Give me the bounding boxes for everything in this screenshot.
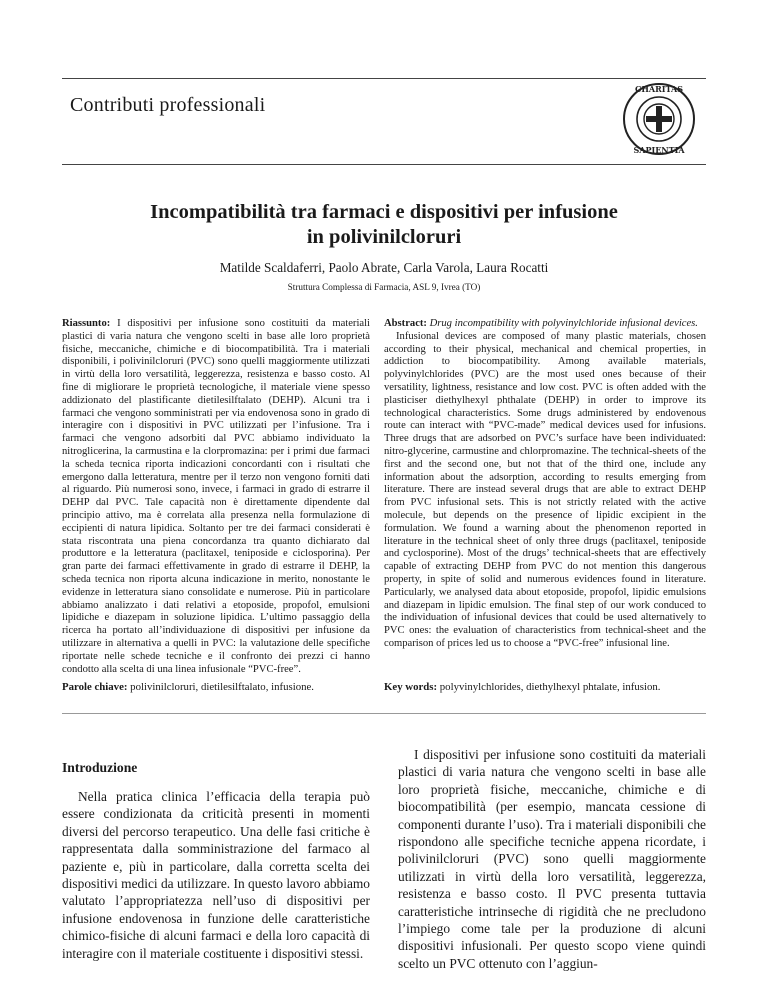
keywords-english: [384, 681, 660, 693]
authors: Matilde Scaldaferri, Paolo Abrate, Carla Varola, Laura Rocatti: [219, 260, 549, 275]
abstract-en-label: Abstract:: [384, 318, 427, 329]
abstract-english: [384, 318, 706, 651]
abstract-it-label: Riassunto:: [62, 318, 111, 329]
section-title: Contributi professionali: [70, 94, 266, 116]
title-line-1: Incompatibilità tra farmaci e dispositivi per infusione: [150, 201, 618, 223]
affiliation: Struttura Complessa di Farmacia, ASL 9, Ivrea (TO): [287, 282, 481, 292]
svg-text:SAPIENTIA: SAPIENTIA: [633, 145, 685, 155]
title-line-2: in polivinilcloruri: [306, 226, 462, 248]
keywords-it-text: polivinilcloruri, dietilesilftalato, infusione.: [130, 681, 314, 693]
intro-paragraph-1: Nella pratica clinica l’efficacia della terapia può essere condizionata da criticità presenti in momenti diversi del percorso terapeutico. Una delle fasi critiche è rappresentata dalla somministrazione del farmaco al paziente e, più in particolare, dalla corretta scelta dei dispositivi medici da utilizzare. In questo lavoro abbiamo valutato l’appropriatezza nell’uso di dispositivi per infusione endovenosa in funzione delle caratteristiche chimico-fisiche di alcuni farmaci e della loro capacità di interagire con il materiale costituente i dispositivi stessi.: [62, 789, 370, 961]
abstract-it-text: I dispositivi per infusione sono costituiti da materiali plastici di varia natura che vengono scelti in base alle loro proprietà fisiche, meccaniche, chimiche e di biocompatibilità. Tra i materiali disponibili, i polivinilcloruri (PVC) sono quelli maggiormente utilizzati in virtù della loro versatilità, leggerezza, resistenza e basso costo. Al fine di migliorare le proprietà tecnologiche, il materiale viene spesso addizionato del plastificante dietilesilftalato (DEHP). Alcuni tra i farmaci che vengono somministrati per via endovenosa sono in grado di interagire con i dispositivi in PVC utilizzati per l’infusione. Tra i farmaci che vengono adsorbiti dal PVC abbiamo individuato la nitroglicerina, la carmustina e la clorpromazina: per i primi due farmaci la scheda tecnica riporta indicazioni concordanti con i risultati che emergono dalla letteratura, mentre per il terzo non vengono forniti dati al riguardo. Più numerosi sono, invece, i farmaci in grado di estrarre il DEHP dal PVC. Tale capacità non è direttamente dipendente dal principio attivo, ma è correlata alla presenza nella formulazione di eccipienti di natura lipidica. Soltanto per tre dei farmaci considerati è stata riscontrata una piena concordanza tra quanto dichiarato dal produttore e la letteratura (paclitaxel, teniposide e ciclosporina). Per gran parte dei farmaci effettivamente in grado di estrarre il DEHP, la scheda tecnica non riporta alcuna indicazione in merito, nonostante le evidenze in letteratura siano consolidate e numerose. Più in particolare abbiamo analizzato i dati relativi a etoposide, propofol, emulsioni lipidiche e diazepam in soluzione lipidica. L’ultimo passaggio della ricerca ha portato all’individuazione di dispositivi per infusione da utilizzare in alternativa a quelli in PVC: la valutazione delle specifiche riportate nelle schede tecniche e il confronto dei prezzi ci hanno condotto alla scelta di una linea infusionale “PVC-free”.: [62, 318, 370, 675]
svg-text:CHARITAS: CHARITAS: [634, 84, 684, 94]
header-rule-top: [62, 78, 706, 79]
article-title: [62, 200, 706, 250]
header-rule-bottom: [62, 164, 706, 165]
keywords-en-label: Key words:: [384, 681, 438, 693]
body-column-left: [62, 788, 370, 962]
intro-heading: Introduzione: [62, 760, 138, 775]
keywords-italian: [62, 681, 314, 693]
abstract-en-text: Infusional devices are composed of many plastic materials, chosen according to their physical, mechanical and chemical properties, in addiction to biocompatibility. Among available materials, polyvinylchlorides (PVC) are the most used ones because of their versatility, lightness, resistance and low cost. PVC is often added with the plasticiser diethylhexyl phthalate (DEHP) in order to improve its technological characteristics. Some drugs administered by endovenous route can interact with “PVC-made” medical devices used for infusions. Three drugs that are adsorbed on PVC’s surface have been individuated: nitro-glycerine, carmustine and chlorpromazine. The technical-sheets of the first and the second one, but not that of the third one, include any information about the adsorption, according to results emerging from literature. There are instead several drugs that are able to extract DEHP from PVC infusional sets. This is not strictly related with the active molecule, but depends on the presence of lipidic excipient in the formulation. We found a warning about the phenomenon reported in literature in the technical sheet of only three drugs (paclitaxel, teniposide and cyclosporine). Most of the drugs’ technical-sheets that are effectively capable of extracting DEHP from PVC do not mention this dangerous property, in spite of solid and numerous evidences found in literature. Particularly, we analysed data about etoposide, propofol, lipidic emulsions and diazepam in lipidic emulsion. The final step of our work conduced to the individuation of infusional devices that could be used alternatively to PVC ones: the evaluation of characteristics from technical-sheet and the comparison of prices led us to choose a “PVC-free” infusional line.: [384, 330, 706, 649]
intro-paragraph-2: I dispositivi per infusione sono costituiti da materiali plastici di varia natura che vengono scelti in base alle loro proprietà fisiche, meccaniche, chimiche e di biocompatibilità (per esempio, mancata cessione di componenti durante l’uso). Tra i materiali disponibili che rispondono alle specifiche tecniche appena ricordate, i polivinilcloruri (PVC) sono quelli maggiormente utilizzati in virtù della loro versatilità, leggerezza, resistenza e basso costo. Il PVC presenta tuttavia caratteristiche intrinseche di rigidità che ne precludono l’impiego come tale per la produzione di alcuni dispositivi infusionali. Per questo scopo viene quindi scelto un PVC ottenuto con l’aggiun-: [398, 747, 706, 971]
abstract-en-title: Drug incompatibility with polyvinylchloride infusional devices.: [429, 318, 698, 329]
abstract-separator: [62, 713, 706, 714]
abstract-italian: [62, 318, 370, 676]
charitas-sapientia-logo: [620, 80, 698, 158]
body-column-right: [398, 746, 706, 972]
keywords-en-text: polyvinylchlorides, diethylhexyl phtalate, infusion.: [439, 681, 661, 693]
keywords-it-label: Parole chiave:: [62, 681, 128, 693]
